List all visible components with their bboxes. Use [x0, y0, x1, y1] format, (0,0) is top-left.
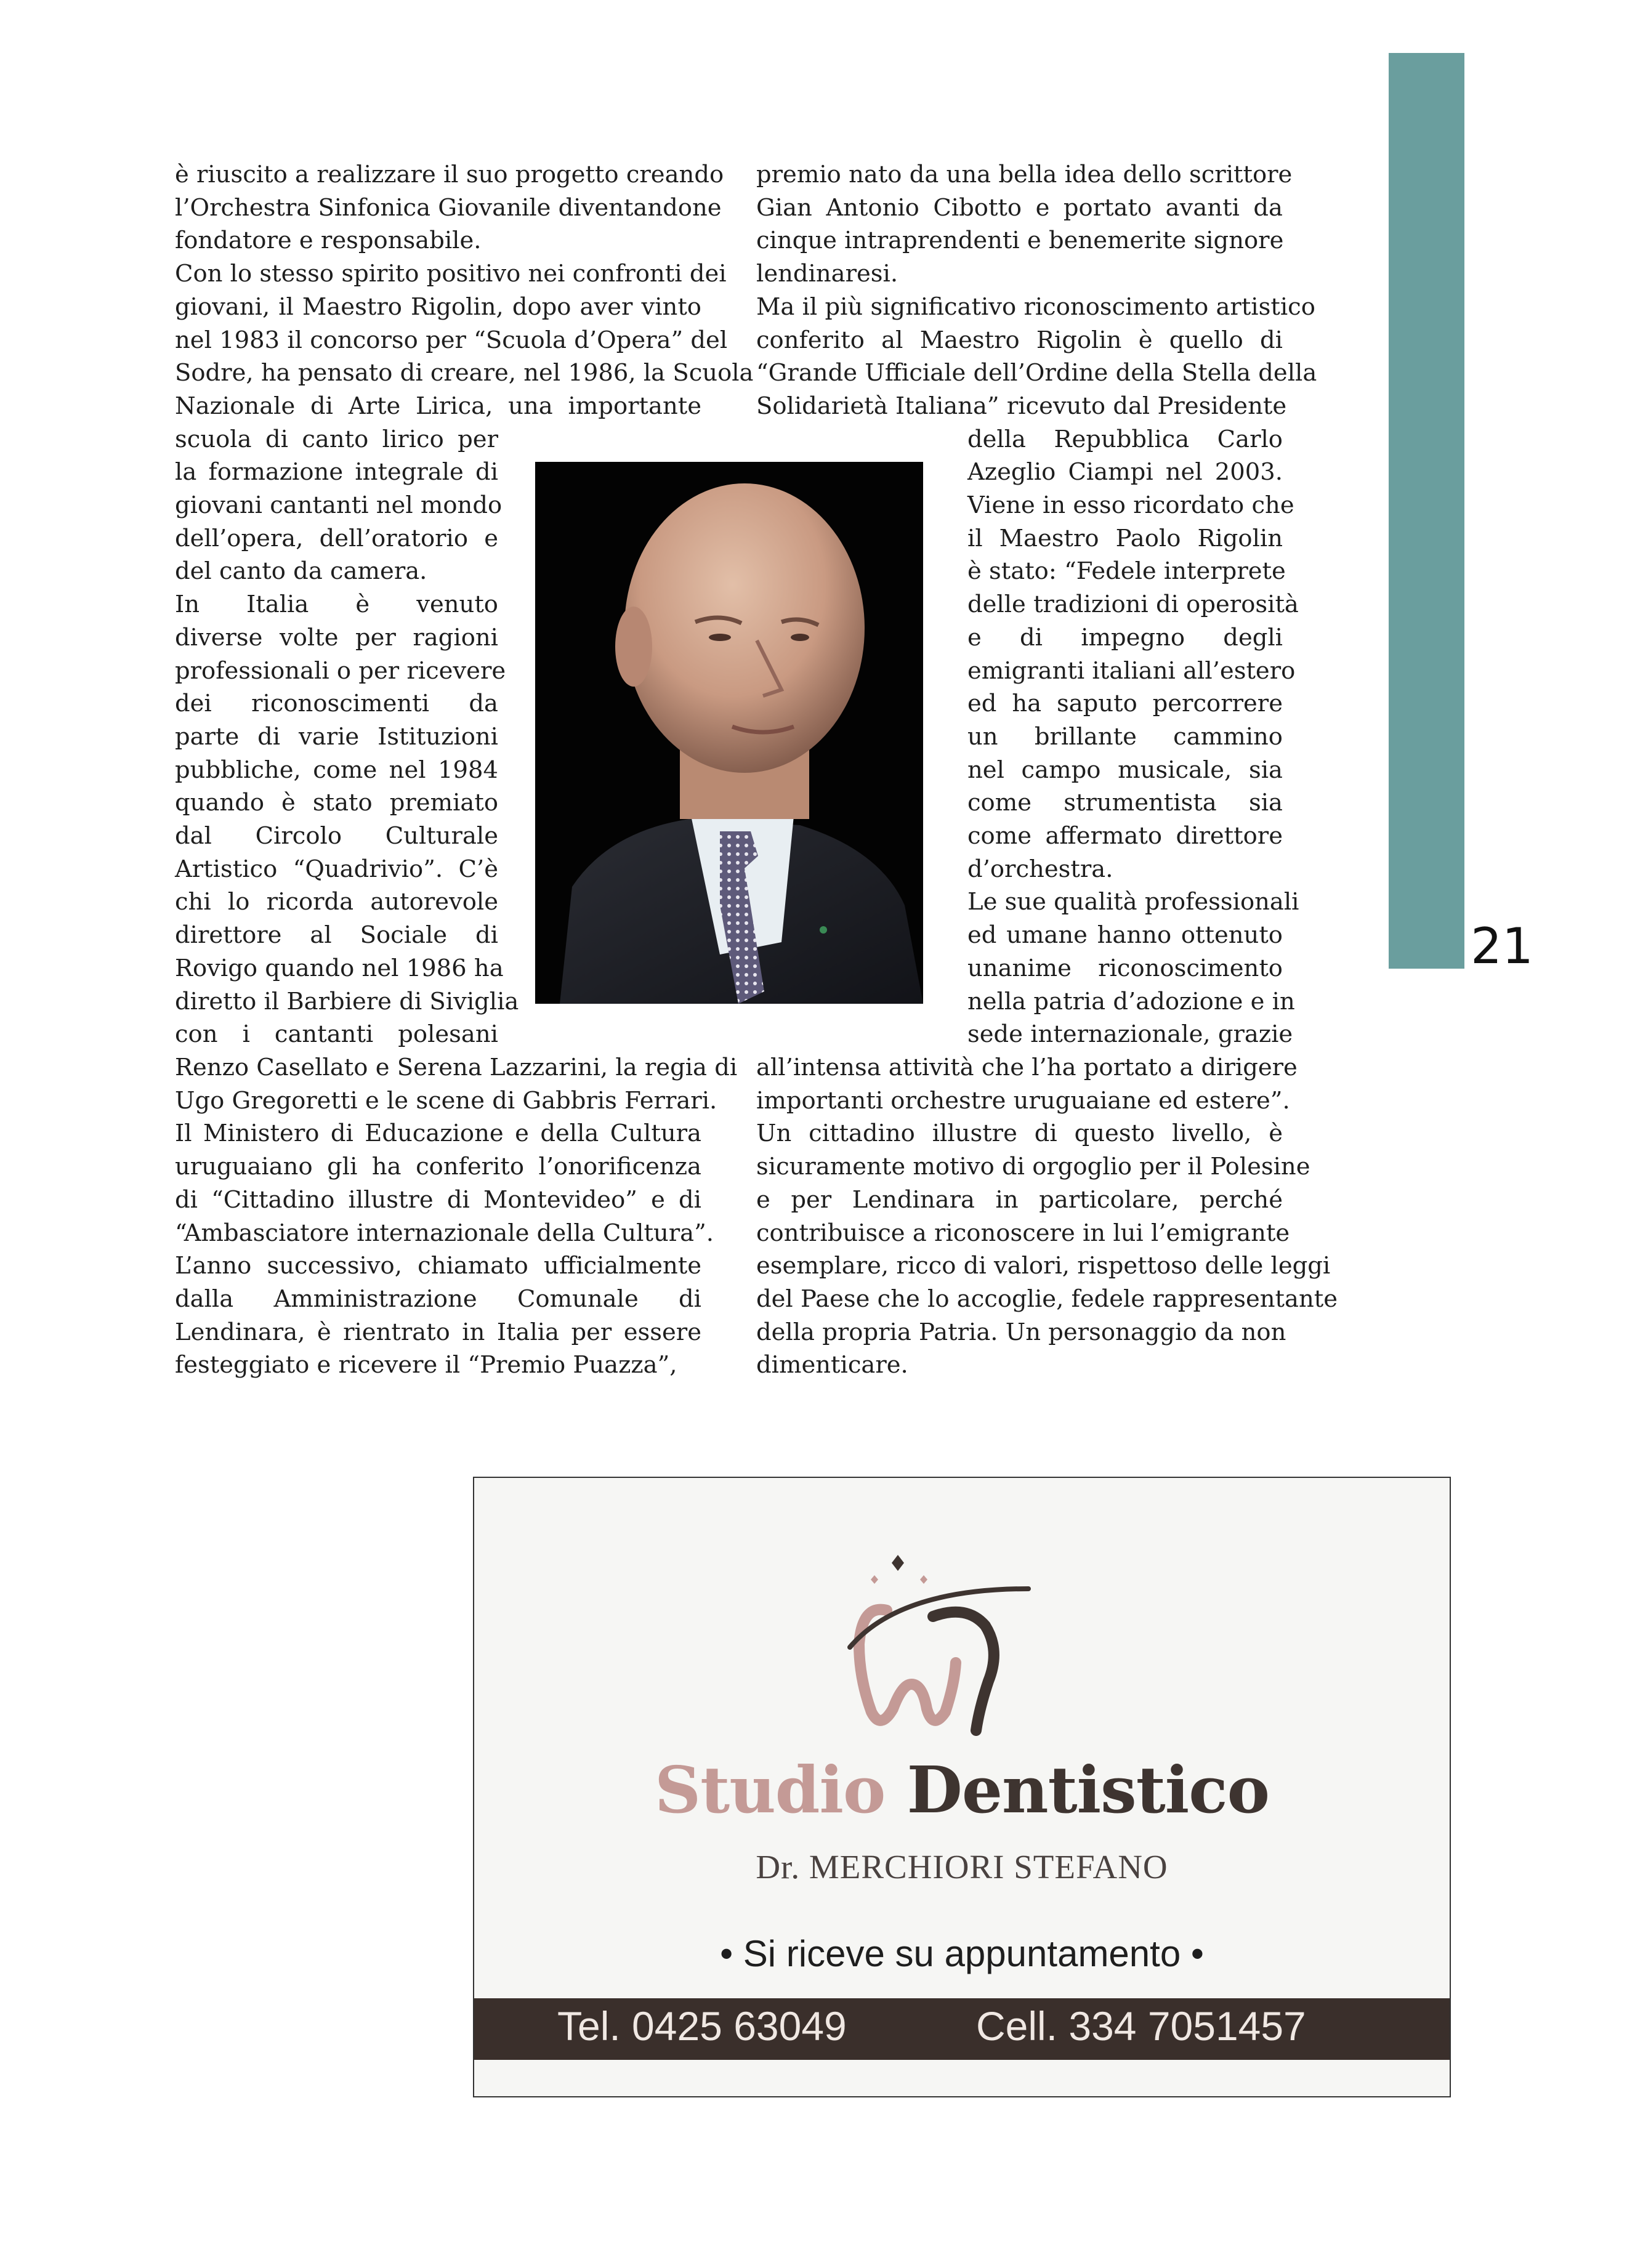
article-line: giovani cantanti nel mondo: [175, 491, 503, 520]
article-line: nel campo musicale, sia: [967, 756, 1283, 784]
article-line: d’orchestra.: [967, 855, 1113, 883]
article-line: sicuramente motivo di orgoglio per il Polesine: [756, 1153, 1310, 1181]
article-line: Un cittadino illustre di questo livello, è: [756, 1120, 1283, 1148]
article-line: Viene in esso ricordato che: [967, 491, 1294, 520]
article-line: e per Lendinara in particolare, perché: [756, 1185, 1283, 1214]
article-line: premio nato da una bella idea dello scrittore: [756, 161, 1293, 188]
article-line: con i cantanti polesani: [175, 1020, 498, 1049]
article-line: unanime riconoscimento: [967, 954, 1283, 982]
article-line: direttore al Sociale di: [175, 921, 498, 950]
ad-phone: Tel. 0425 63049: [557, 2003, 847, 2049]
article-line: un brillante cammino: [967, 722, 1283, 751]
article-line: delle tradizioni di operosità: [967, 591, 1299, 619]
article-line: all’intensa attività che l’ha portato a dirigere: [756, 1053, 1298, 1081]
article-line: Ma il più significativo riconoscimento artistico: [756, 293, 1315, 321]
article-line: In Italia è venuto: [175, 591, 498, 619]
article-line: “Grande Ufficiale dell’Ordine della Stella della: [756, 359, 1317, 387]
article-line: Il Ministero di Educazione e della Cultura: [175, 1120, 701, 1148]
portrait-photo: [535, 462, 923, 1004]
article-line: del canto da camera.: [175, 557, 427, 586]
article-line: Ugo Gregoretti e le scene di Gabbris Ferrari.: [175, 1086, 717, 1115]
article-line: il Maestro Paolo Rigolin: [967, 524, 1283, 552]
article-line: parte di varie Istituzioni: [175, 722, 498, 751]
article-line: Renzo Casellato e Serena Lazzarini, la regia di: [175, 1053, 738, 1081]
article-line: Con lo stesso spirito positivo nei confronti dei: [175, 260, 727, 288]
article-line: “Ambasciatore internazionale della Cultura”.: [175, 1219, 714, 1247]
article-line: cinque intraprendenti e benemerite signore: [756, 227, 1284, 255]
article-line: scuola di canto lirico per: [175, 425, 498, 453]
article-line: diverse volte per ragioni: [175, 623, 498, 652]
article-line: l’Orchestra Sinfonica Giovanile diventandone: [175, 193, 722, 222]
article-line: Artistico “Quadrivio”. C’è: [175, 855, 498, 883]
article-line: quando è stato premiato: [175, 789, 498, 817]
article-line: fondatore e responsabile.: [175, 227, 482, 255]
article-line: importanti orchestre uruguaiane ed estere”.: [756, 1086, 1290, 1115]
article-line: esemplare, ricco di valori, rispettoso delle leggi: [756, 1252, 1331, 1280]
article-line: Lendinara, è rientrato in Italia per essere: [175, 1318, 701, 1346]
sidebar-color-bar: [1389, 53, 1464, 969]
tooth-logo-icon: [825, 1546, 1072, 1737]
article-line: contribuisce a riconoscere in lui l’emigrante: [756, 1219, 1290, 1247]
article-line: come affermato direttore: [967, 822, 1283, 850]
article-line: dimenticare.: [756, 1351, 908, 1379]
article-line: pubbliche, come nel 1984: [175, 756, 498, 784]
article-line: Sodre, ha pensato di creare, nel 1986, la Scuola: [175, 359, 754, 387]
article-line: del Paese che lo accoglie, fedele rappresentante: [756, 1285, 1338, 1313]
ad-title: [474, 1752, 1450, 1828]
article-line: Solidarietà Italiana” ricevuto dal Presidente: [756, 392, 1287, 420]
article-line: Gian Antonio Cibotto e portato avanti da: [756, 193, 1283, 222]
article-line: giovani, il Maestro Rigolin, dopo aver vinto: [175, 293, 701, 321]
article-line: di “Cittadino illustre di Montevideo” e di: [175, 1185, 701, 1214]
page-number: 21: [1471, 918, 1533, 975]
article-line: dal Circolo Culturale: [175, 822, 498, 850]
article-line: come strumentista sia: [967, 789, 1283, 817]
article-line: della propria Patria. Un personaggio da non: [756, 1318, 1286, 1346]
article-line: dalla Amministrazione Comunale di: [175, 1285, 701, 1313]
article-line: Nazionale di Arte Lirica, una importante: [175, 392, 701, 420]
article-line: della Repubblica Carlo: [967, 425, 1283, 453]
article-line: dell’opera, dell’oratorio e: [175, 524, 498, 552]
article-line: uruguaiano gli ha conferito l’onorificenza: [175, 1153, 701, 1181]
article-line: emigranti italiani all’estero: [967, 656, 1296, 685]
article-line: e di impegno degli: [967, 623, 1283, 652]
article-line: professionali o per ricevere: [175, 656, 506, 685]
ad-appointment-note: • Si riceve su appuntamento •: [720, 1933, 1204, 1974]
dental-studio-advertisement: [473, 1477, 1451, 2097]
article-line: la formazione integrale di: [175, 458, 498, 486]
article-line: diretto il Barbiere di Siviglia: [175, 987, 519, 1015]
article-line: ed umane hanno ottenuto: [967, 921, 1283, 950]
article-line: nel 1983 il concorso per “Scuola d’Opera” del: [175, 326, 728, 354]
article-line: Azeglio Ciampi nel 2003.: [967, 458, 1283, 486]
article-line: dei riconoscimenti da: [175, 690, 498, 718]
article-line: Rovigo quando nel 1986 ha: [175, 954, 504, 982]
ad-cell: Cell. 334 7051457: [976, 2003, 1306, 2049]
article-line: L’anno successivo, chiamato ufficialmente: [175, 1252, 701, 1280]
article-line: lendinaresi.: [756, 260, 898, 288]
ad-title-studio: Studio: [655, 1752, 886, 1828]
article-line: chi lo ricorda autorevole: [175, 888, 498, 916]
article-line: è riuscito a realizzare il suo progetto creando: [175, 161, 724, 188]
article-line: è stato: “Fedele interprete: [967, 557, 1286, 586]
article-line: sede internazionale, grazie: [967, 1020, 1293, 1049]
article-line: Le sue qualità professionali: [967, 888, 1299, 916]
article-line: ed ha saputo percorrere: [967, 690, 1283, 718]
article-line: nella patria d’adozione e in: [967, 987, 1295, 1015]
ad-title-dentistico: Dentistico: [906, 1752, 1269, 1828]
ad-doctor-name: Dr. MERCHIORI STEFANO: [756, 1848, 1168, 1886]
article-line: conferito al Maestro Rigolin è quello di: [756, 326, 1283, 354]
article-line: festeggiato e ricevere il “Premio Puazza”,: [175, 1351, 677, 1379]
